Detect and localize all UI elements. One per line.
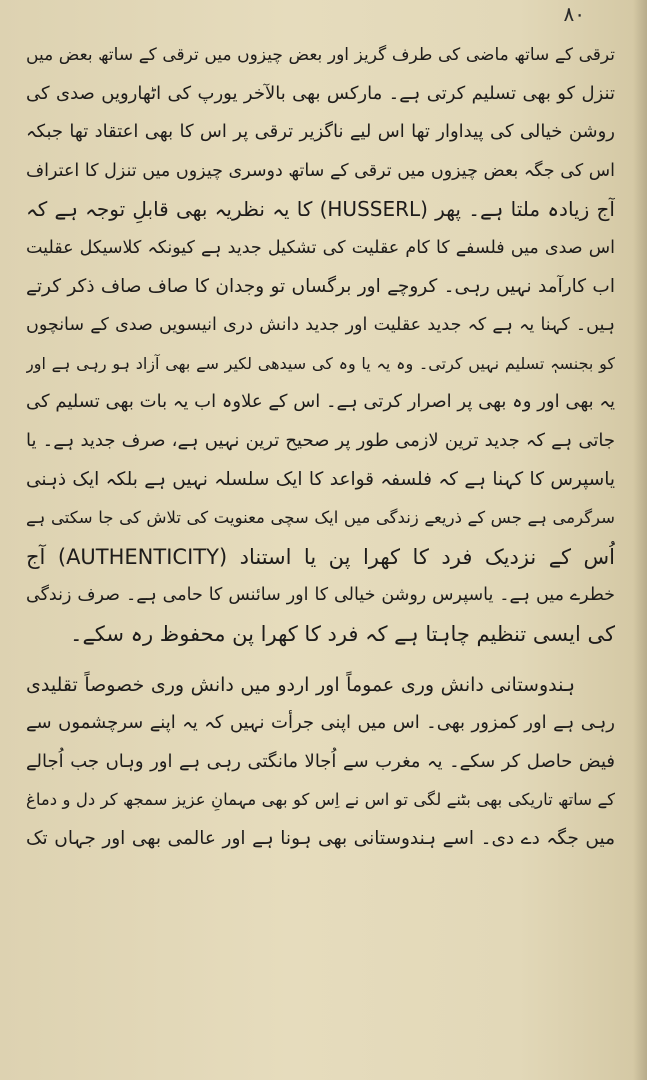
text-line: اس صدی میں فلسفے کا کام عقلیت کی تشکیل جدید ہے کیونکہ کلاسیکل عقلیت <box>26 237 615 258</box>
text-line: اس کی جگہ بعض چیزوں میں ترقی کے ساتھ دوسری چیزوں میں تنزل کا اعتراف <box>26 160 615 181</box>
text-line: روشن خیالی کی پیداوار تھا اس لیے ناگزیر ترقی پر اس کا بھی اعتقاد تھا جبکہ <box>26 121 615 143</box>
text-line: ترقی کے ساتھ ماضی کی طرف گریز اور بعض چیزوں میں ترقی کے ساتھ بعض میں <box>26 45 615 65</box>
page-number: ۸۰ <box>563 2 585 26</box>
text-line: فیض حاصل کر سکے۔ یہ مغرب سے اُجالا مانگتی رہی ہے اور وہاں جب اُجالے <box>26 750 615 772</box>
text-line: خطرے میں ہے۔ یاسپرس روشن خیالی کا اور سائنس کا حامی ہے۔ صرف زندگی <box>26 585 615 606</box>
text-line: تنزل کو بھی تسلیم کرتی ہے۔ مارکس بھی بالآخر یورپ کی اٹھارویں صدی کی <box>26 82 615 104</box>
text-line: کے ساتھ تاریکی بھی بٹنے لگی تو اس نے اِس کو بھی مہمانِ عزیز سمجھ کر دل و دماغ <box>26 790 615 810</box>
text-line: کو بجنسہٖ تسلیم نہیں کرتی۔ وہ یہ یا وہ کی سیدھی لکیر سے بھی آزاد ہو رہی ہے اور <box>26 353 615 373</box>
text-line: یاسپرس کا کہنا ہے کہ فلسفہ قواعد کا ایک سلسلہ نہیں ہے بلکہ ایک ذہنی <box>26 468 615 490</box>
text-line: ہیں۔ کہنا یہ ہے کہ جدید عقلیت اور جدید دانش دری انیسویں صدی کے سانچوں <box>26 315 615 336</box>
paragraph-gap <box>26 654 615 666</box>
text-line: ہندوستانی دانش وری عموماً اور اردو میں دانش وری خصوصاً تقلیدی <box>26 673 575 696</box>
paragraph-1 <box>26 36 615 654</box>
text-line: میں جگہ دے دی۔ اسے ہندوستانی بھی ہونا ہے اور عالمی بھی اور جہاں تک <box>26 827 615 849</box>
text-line: اُس کے نزدیک فرد کا کھرا پن یا استناد (AUTHENTICITY) آج <box>26 544 615 569</box>
text-line: کی ایسی تنظیم چاہتا ہے کہ فرد کا کھرا پن محفوظ رہ سکے۔ <box>70 621 615 646</box>
text-line: سرگرمی ہے جس کے ذریعے زندگی میں ایک سچی معنویت کی تلاش کی جا سکتی ہے <box>26 508 615 528</box>
paragraph-2 <box>26 666 615 859</box>
text-line: جاتی ہے کہ جدید ترین لازمی طور پر صحیح ترین نہیں ہے، صرف جدید ہے۔ یا <box>26 429 615 451</box>
text-line: آج زیادہ ملتا ہے۔ پھر (HUSSERL) کا یہ نظریہ بھی قابلِ توجہ ہے کہ <box>26 197 615 222</box>
text-line: یہ بھی اور وہ بھی پر اصرار کرتی ہے۔ اس کے علاوہ اب یہ بات بھی تسلیم کی <box>26 391 615 413</box>
text-line: رہی ہے اور کمزور بھی۔ اس میں اپنی جرأت نہیں کہ یہ اپنے سرچشموں سے <box>26 712 615 734</box>
page-edge-shadow <box>633 0 647 1080</box>
body-text <box>26 36 615 858</box>
text-line: اب کارآمد نہیں رہی۔ کروچے اور برگساں تو وجدان کا صاف صاف ذکر کرتے <box>26 275 615 297</box>
